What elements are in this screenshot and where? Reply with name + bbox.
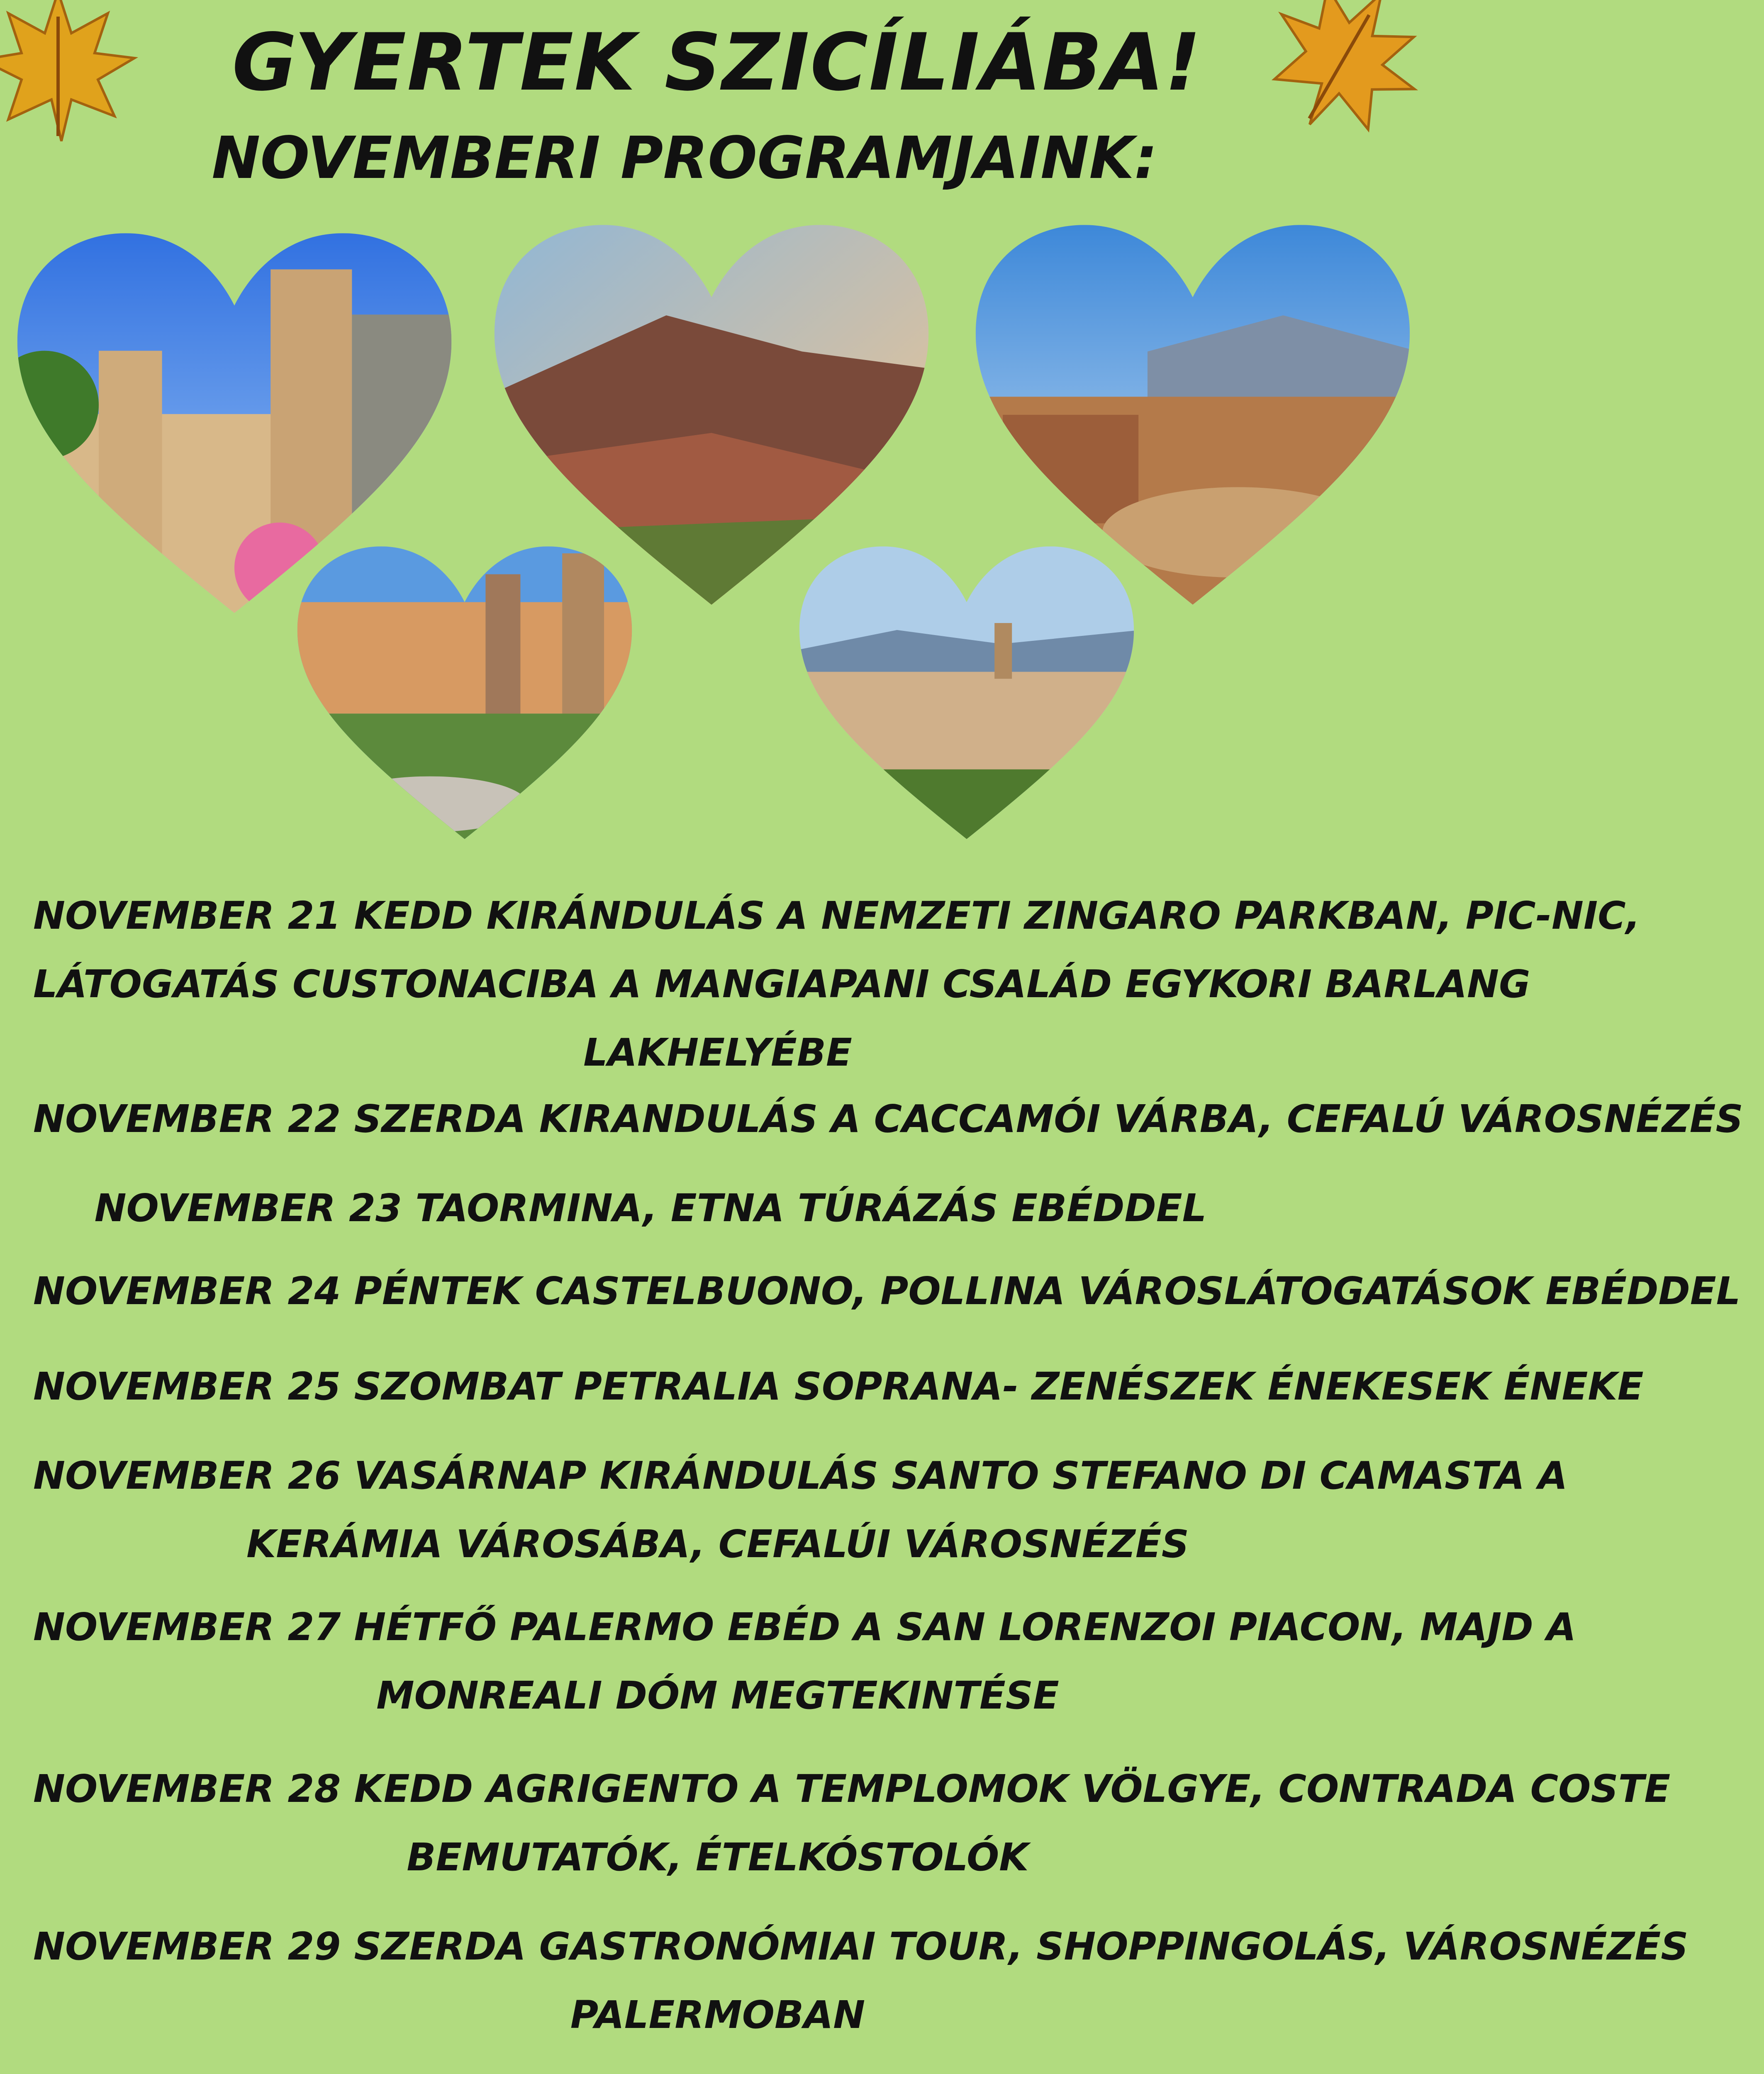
program-nov-26: NOVEMBER 26 VASÁRNAP KIRÁNDULÁS SANTO STEFANO DI CAMASTA A KERÁMIA VÁROSÁBA, CEFALÚI VÁROSNÉZÉS (33, 1453, 1568, 1566)
program-nov-30 (33, 2068, 1402, 2074)
program-nov-21: NOVEMBER 21 KEDD KIRÁNDULÁS A NEMZETI ZINGARO PARKBAN, PIC-NIC, LÁTOGATÁS CUSTONACIBA A MANGIAPANI CSALÁD EGYKORI BARLANG LAKHELYÉBE (33, 893, 1640, 1075)
page-title: GYERTEK SZICÍLIÁBA! (232, 17, 1202, 108)
program-nov-25: NOVEMBER 25 SZOMBAT PETRALIA SOPRANA- ZENÉSZEK ÉNEKESEK ÉNEKE (33, 1364, 1644, 1409)
program-nov-23: NOVEMBER 23 TAORMINA, ETNA TÚRÁZÁS EBÉDDEL (94, 1186, 1207, 1230)
program-nov-29: NOVEMBER 29 SZERDA GASTRONÓMIAI TOUR, SHOPPINGOLÁS, VÁROSNÉZÉS PALERMOBAN (33, 1924, 1688, 2037)
page-subtitle: NOVEMBERI PROGRAMJAINK: (212, 124, 1157, 192)
program-nov-27: NOVEMBER 27 HÉTFŐ PALERMO EBÉD A SAN LORENZOI PIACON, MAJD A MONREALI DÓM MEGTEKINTÉSE (33, 1605, 1576, 1718)
program-nov-24: NOVEMBER 24 PÉNTEK CASTELBUONO, POLLINA VÁROSLÁTOGATÁSOK EBÉDDEL (33, 1269, 1741, 1313)
program-nov-22: NOVEMBER 22 SZERDA KIRANDULÁS A CACCAMÓI VÁRBA, CEFALÚ VÁROSNÉZÉS (33, 1097, 1743, 1141)
program-nov-28: NOVEMBER 28 KEDD AGRIGENTO A TEMPLOMOK VÖLGYE, CONTRADA COSTE BEMUTATÓK, ÉTELKÓSTOLÓK (33, 1767, 1671, 1879)
monreale-cloister-photo (290, 539, 639, 846)
hill-town-photo (792, 539, 1141, 846)
